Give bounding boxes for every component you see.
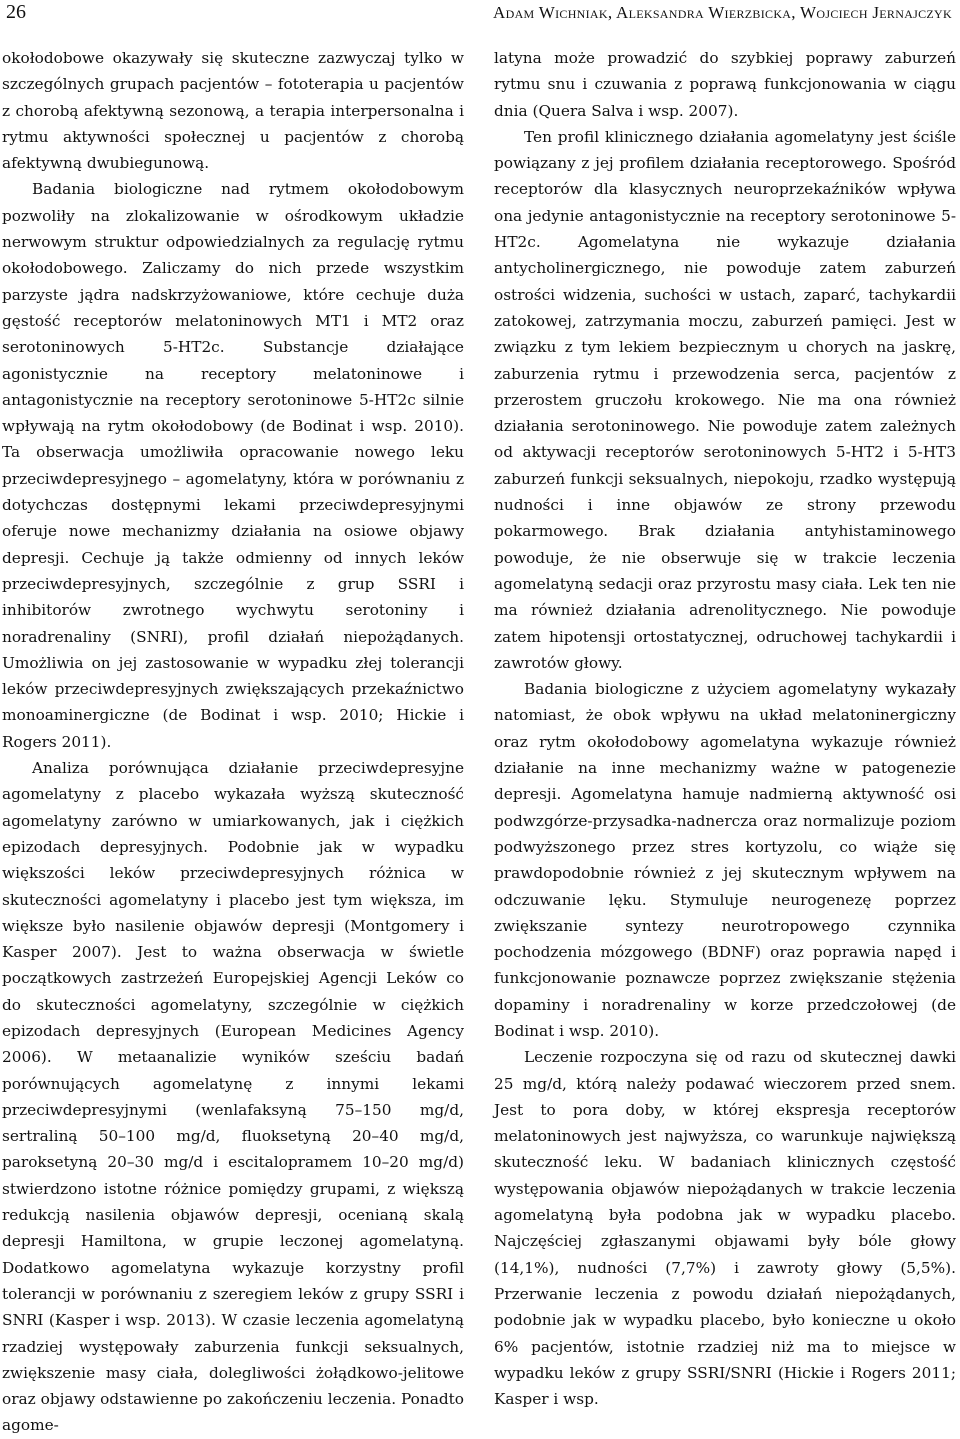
paragraph: latyna może prowadzić do szybkiej poprawy zaburzeń rytmu snu i czuwania z poprawą funkcjonowania w ciągu dnia (Quera Salva i wsp. 2007). [494, 49, 956, 120]
paragraph: Analiza porównująca działanie przeciwdepresyjne agomelatyny z placebo wykazała wyższą skuteczność agomelatyny zarówno w umiarkowanych, jak i ciężkich epizodach depresyjnych. Podobnie jak w wypadku większości leków przeciwdepresyjnych różnica w skuteczności agomelatyny i placebo jest tym większa, im większe było nasilenie objawów depresji (Montgomery i Kasper 2007). Jest to ważna obserwacja w świetle początkowych zastrzeżeń Europejskiej Agencji Leków co do skuteczności agomelatyny, szczególnie w ciężkich epizodach depresyjnych (European Medicines Agency 2006). W metaanalizie wyników sześciu badań porównujących agomelatynę z innymi lekami przeciwdepresyjnymi (wenlafaksyną 75–150 mg/d, sertraliną 50–100 mg/d, fluoksetyną 20–40 mg/d, paroksetyną 20–30 mg/d i escitalopramem 10–20 mg/d) stwierdzono istotne różnice pomiędzy grupami, z większą redukcją nasilenia objawów depresji, ocenianą skalą depresji Hamiltona, w grupie leczonej agomelatyną. Dodatkowo agomelatyna wykazuje korzystny profil tolerancji w porównaniu z szeregiem leków z grupy SSRI i SNRI (Kasper i wsp. 2013). W czasie leczenia agomelatyną rzadziej występowały zaburzenia funkcji seksualnych, zwiększenie masy ciała, dolegliwości żołądkowo-jelitowe oraz objawy odstawienne po zakończeniu leczenia. Ponadto agome- [2, 759, 464, 1435]
left-column [2, 45, 464, 1439]
paragraph: Ten profil klinicznego działania agomelatyny jest ściśle powiązany z jej profilem działania receptorowego. Spośród receptorów dla klasycznych neuroprzekaźników wpływa ona jedynie antagonistycznie na receptory serotoninowe 5-HT2c. Agomelatyna nie wykazuje działania antycholinergicznego, nie powoduje zatem zaburzeń ostrości widzenia, suchości w ustach, zaparć, tachykardii zatokowej, zatrzymania moczu, zaburzeń pamięci. Jest w związku z tym lekiem bezpiecznym u chorych na jaskrę, zaburzenia rytmu i przewodzenia serca, pacjentów z przerostem gruczołu krokowego. Nie ma ona również działania serotoninowego. Nie powoduje zatem zależnych od aktywacji receptorów serotoninowych 5-HT2 i 5-HT3 zaburzeń funkcji seksualnych, niepokoju, rzadko występują nudności i inne objawów ze strony przewodu pokarmowego. Brak działania antyhistaminowego powoduje, że nie obserwuje się w trakcie leczenia agomelatyną sedacji oraz przyrostu masy ciała. Lek ten nie ma również działania adrenolitycznego. Nie powoduje zatem hipotensji ortostatycznej, odruchowej tachykardii i zawrotów głowy. [494, 127, 956, 672]
right-column [494, 45, 956, 1412]
page-number: 26 [6, 1, 26, 23]
paragraph: Leczenie rozpoczyna się od razu od skutecznej dawki 25 mg/d, którą należy podawać wieczorem przed snem. Jest to pora doby, w której ekspresja receptorów melatoninowych jest najwyższa, co warunkuje największą skuteczność leku. W badaniach klinicznych częstość występowania objawów niepożądanych w trakcie leczenia agomelatyną była podobna jak w wypadku placebo. Najczęściej zgłaszanymi objawami były bóle głowy (14,1%), nudności (7,7%) i zawroty głowy (5,5%). Przerwanie leczenia z powodu działań niepożądanych, podobnie jak w wypadku placebo, było konieczne u około 6% pacjentów, istotnie rzadziej niż ma to miejsce w wypadku leków z grupy SSRI/SNRI (Hickie i Rogers 2011; Kasper i wsp. [494, 1048, 956, 1409]
paragraph: okołodobowe okazywały się skuteczne zazwyczaj tylko w szczególnych grupach pacjentów – fototerapia u pacjentów z chorobą afektywną sezonową, a terapia interpersonalna i rytmu aktywności społecznej u pacjentów z chorobą afektywną dwubiegunową. [2, 49, 464, 173]
page-header [0, 0, 960, 34]
paragraph: Badania biologiczne nad rytmem okołodobowym pozwoliły na zlokalizowanie w ośrodkowym układzie nerwowym struktur odpowiedzialnych za regulację rytmu okołodobowego. Zaliczamy do nich przede wszystkim parzyste jądra nadskrzyżowaniowe, które cechuje duża gęstość receptorów melatoninowych MT1 i MT2 oraz serotoninowych 5-HT2c. Substancje działające agonistycznie na receptory melatoninowe i antagonistycznie na receptory serotoninowe 5-HT2c silnie wpływają na rytm okołodobowy (de Bodinat i wsp. 2010). Ta obserwacja umożliwiła opracowanie nowego leku przeciwdepresyjnego – agomelatyny, która w porównaniu z dotychczas dostępnymi lekami przeciwdepresyjnymi oferuje nowe mechanizmy działania na osiowe objawy depresji. Cechuje ją także odmienny od innych leków przeciwdepresyjnych, szczególnie z grup SSRI i inhibitorów zwrotnego wychwytu serotoniny i noradrenaliny (SNRI), profil działań niepożądanych. Umożliwia on jej zastosowanie w wypadku złej tolerancji leków przeciwdepresyjnych zwiększających przekaźnictwo monoaminergiczne (de Bodinat i wsp. 2010; Hickie i Rogers 2011). [2, 180, 464, 751]
paragraph: Badania biologiczne z użyciem agomelatyny wykazały natomiast, że obok wpływu na układ melatoninergiczny oraz rytm okołodobowy agomelatyna wykazuje również działanie na inne mechanizmy ważne w patogenezie depresji. Agomelatyna hamuje nadmierną aktywność osi podwzgórze-przysadka-nadnercza oraz normalizuje poziom podwyższonego przez stres kortyzolu, co wiąże się prawdopodobnie również z jej skutecznym wpływem na odczuwanie lęku. Stymuluje neurogenezę poprzez zwiększanie syntezy neurotropowego czynnika pochodzenia mózgowego (BDNF) oraz poprawia napęd i funkcjonowanie poznawcze poprzez zwiększanie stężenia dopaminy i noradrenaliny w korze przedczołowej (de Bodinat i wsp. 2010). [494, 680, 956, 1040]
running-head-authors: Adam Wichniak, Aleksandra Wierzbicka, Wojciech Jernajczyk [493, 3, 952, 22]
